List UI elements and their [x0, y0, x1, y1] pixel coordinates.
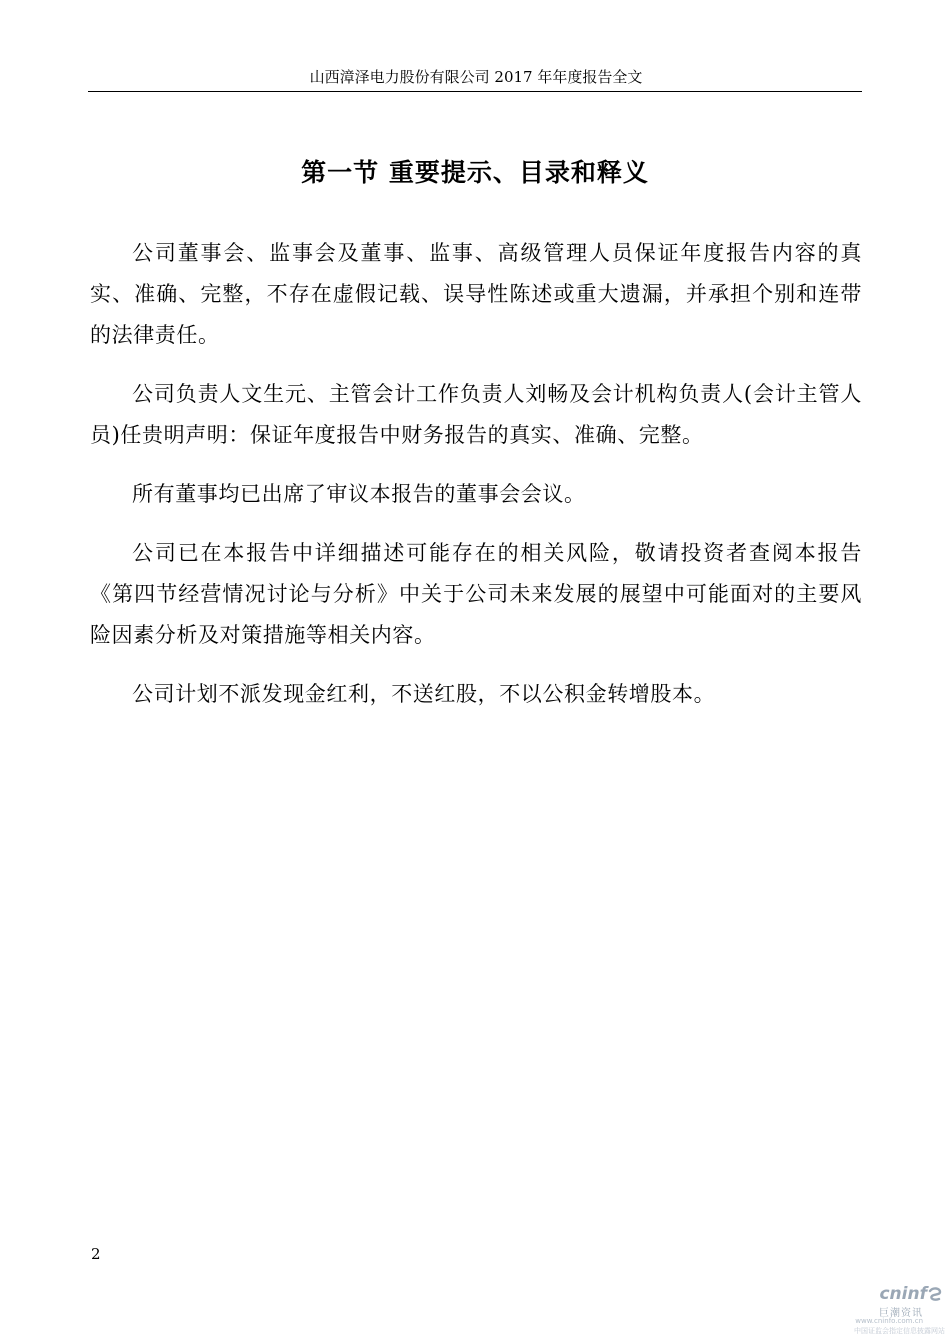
logo-org: 中国证监会指定信息披露网站: [854, 1327, 945, 1335]
logo-brand: cninf: [879, 1284, 927, 1304]
header-divider: [88, 91, 862, 92]
paragraph-dividend-plan: 公司计划不派发现金红利，不送红股，不以公积金转增股本。: [132, 682, 716, 706]
body-text: [90, 233, 862, 733]
running-header: 山西漳泽电力股份有限公司 2017 年年度报告全文: [309, 68, 643, 86]
logo-url: www.cninfo.com.cn: [855, 1317, 923, 1325]
paragraph-board-attendance: 所有董事均已出席了审议本报告的董事会会议。: [132, 482, 586, 506]
paragraph-risk-notice: 公司已在本报告中详细描述可能存在的相关风险，敬请投资者查阅本报告《第四节经营情况讨论与分析》中关于公司未来发展的展望中可能面对的主要风险因素分析及对策措施等相关内容。: [90, 541, 862, 647]
swirl-icon: [927, 1286, 943, 1302]
section-title: 第一节 重要提示、目录和释义: [301, 158, 649, 187]
logo-brand-cn: 巨潮资讯: [879, 1308, 923, 1319]
cninfo-watermark-logo: [840, 1284, 945, 1342]
paragraph-officer-declaration: 公司负责人文生元、主管会计工作负责人刘畅及会计机构负责人(会计主管人员)任贵明声明：保证年度报告中财务报告的真实、准确、完整。: [90, 382, 862, 447]
page-number: 2: [91, 1245, 101, 1263]
paragraph-responsibility-statement: 公司董事会、监事会及董事、监事、高级管理人员保证年度报告内容的真实、准确、完整，不存在虚假记载、误导性陈述或重大遗漏，并承担个别和连带的法律责任。: [90, 241, 862, 347]
